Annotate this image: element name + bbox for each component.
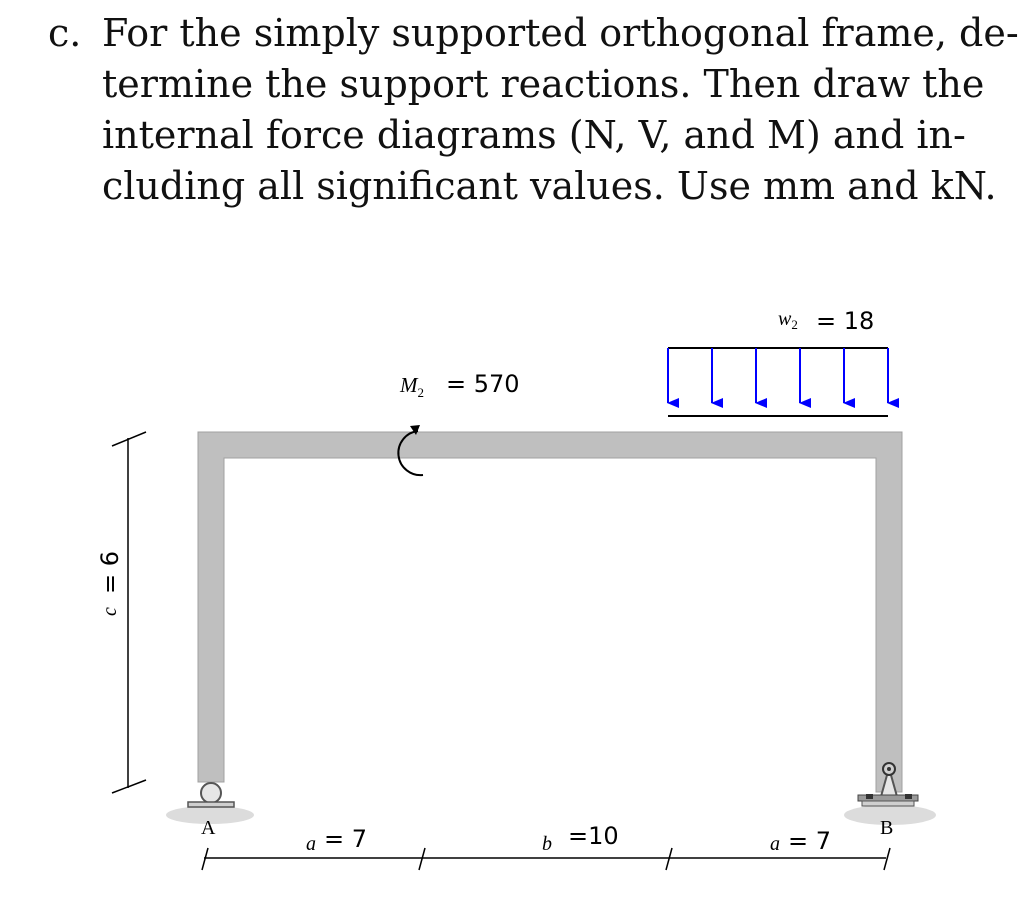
m2-value: = 570 — [446, 370, 520, 398]
w2-value: = 18 — [816, 307, 875, 335]
roller-support-a — [188, 783, 234, 807]
problem-label: c. — [48, 11, 82, 55]
problem-line-1: For the simply supported orthogonal frame, de- — [102, 11, 1019, 55]
svg-text:= 6: = 6 — [96, 550, 124, 594]
a-right-value: = 7 — [788, 827, 832, 855]
b-label: b — [542, 833, 552, 855]
support-a-label: A — [201, 817, 216, 839]
pin-support-b — [858, 763, 918, 806]
a-left-value: = 7 — [324, 825, 368, 853]
w2-label: $w_2$ — [778, 308, 798, 332]
b-value: =10 — [568, 822, 619, 850]
distributed-load — [668, 348, 888, 416]
support-b-label: B — [880, 817, 894, 839]
a-left-label: a — [306, 833, 316, 855]
m2-label: $M_2$ — [400, 373, 424, 400]
problem-line-3: internal force diagrams (N, V, and M) and in- — [102, 113, 966, 157]
svg-text:c: c — [99, 607, 121, 616]
problem-line-2: termine the support reactions. Then draw the — [102, 62, 985, 106]
frame-member — [198, 432, 902, 792]
problem-line-4: cluding all significant values. Use mm and kN. — [102, 164, 997, 208]
a-right-label: a — [770, 833, 780, 855]
c-dimension-label — [96, 551, 124, 616]
